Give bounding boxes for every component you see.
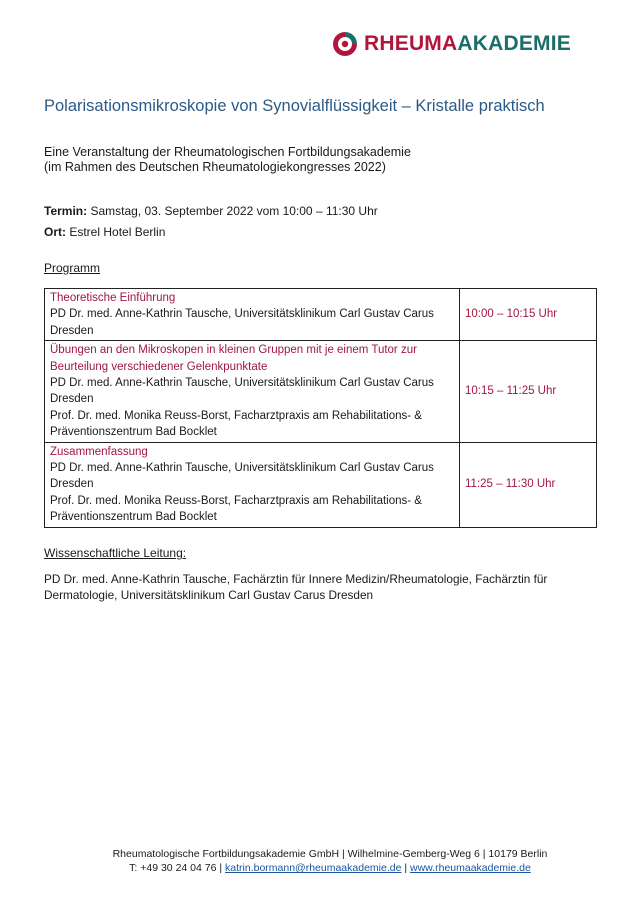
- termin-row: [44, 204, 378, 218]
- ort-label: Ort:: [44, 225, 66, 239]
- ort-row: [44, 225, 165, 239]
- event-subtitle: [44, 145, 411, 175]
- program-time: 10:00 – 10:15 Uhr: [460, 289, 597, 341]
- program-row: [45, 341, 597, 442]
- program-speaker: PD Dr. med. Anne-Kathrin Tausche, Universitätsklinikum Carl Gustav Carus Dresden: [50, 377, 434, 406]
- program-item-title: Theoretische Einführung: [50, 292, 176, 304]
- logo-text: RHEUMAAKADEMIE: [364, 32, 571, 55]
- program-table: [44, 288, 597, 528]
- ort-value: Estrel Hotel Berlin: [69, 225, 166, 239]
- program-row: [45, 289, 597, 341]
- footer: [0, 847, 640, 875]
- footer-address: Rheumatologische Fortbildungsakademie GmbH | Wilhelmine-Gemberg-Weg 6 | 10179 Berlin: [112, 848, 548, 860]
- subtitle-line-1: Eine Veranstaltung der Rheumatologischen Fortbildungsakademie: [44, 145, 411, 159]
- program-speaker: PD Dr. med. Anne-Kathrin Tausche, Universitätsklinikum Carl Gustav Carus Dresden: [50, 462, 434, 491]
- program-item: [45, 289, 460, 341]
- footer-separator: |: [219, 862, 223, 874]
- program-time: 11:25 – 11:30 Uhr: [460, 442, 597, 527]
- logo: [332, 31, 571, 57]
- rheumaakademie-logo-icon: [332, 31, 358, 57]
- termin-label: Termin:: [44, 204, 88, 218]
- program-row: [45, 442, 597, 527]
- lead-heading: Wissenschaftliche Leitung:: [44, 546, 187, 560]
- program-item-title: Zusammenfassung: [50, 445, 148, 458]
- subtitle-line-2: (im Rahmen des Deutschen Rheumatologiekongresses 2022): [44, 160, 386, 174]
- program-time: 10:15 – 11:25 Uhr: [460, 341, 597, 442]
- program-item: [45, 341, 460, 442]
- program-speaker: Prof. Dr. med. Monika Reuss-Borst, Facharztpraxis am Rehabilitations- & Präventionszentrum Bad Bocklet: [50, 494, 422, 524]
- footer-website-link[interactable]: www.rheumaakademie.de: [410, 862, 531, 874]
- program-heading: Programm: [44, 261, 101, 275]
- page-title: Polarisationsmikroskopie von Synovialflüssigkeit – Kristalle praktisch: [44, 97, 545, 115]
- footer-email-link[interactable]: katrin.bormann@rheumaakademie.de: [225, 862, 402, 874]
- footer-contact: [0, 861, 640, 875]
- program-speaker: Prof. Dr. med. Monika Reuss-Borst, Facharztpraxis am Rehabilitations- & Präventionszentrum Bad Bocklet: [50, 409, 422, 439]
- footer-phone: T: +49 30 24 04 76: [129, 862, 217, 874]
- termin-value: Samstag, 03. September 2022 vom 10:00 – 11:30 Uhr: [90, 204, 378, 218]
- program-item-title: Übungen an den Mikroskopen in kleinen Gruppen mit je einem Tutor zur Beurteilung verschiedener Gelenkpunktate: [50, 344, 417, 373]
- program-speaker: PD Dr. med. Anne-Kathrin Tausche, Universitätsklinikum Carl Gustav Carus Dresden: [50, 308, 434, 337]
- lead-text: PD Dr. med. Anne-Kathrin Tausche, Fachärztin für Innere Medizin/Rheumatologie, Fachärztin für Dermatologie, Universitätsklinikum Carl Gustav Carus Dresden: [44, 572, 548, 602]
- program-item: [45, 442, 460, 527]
- footer-separator: |: [404, 862, 408, 874]
